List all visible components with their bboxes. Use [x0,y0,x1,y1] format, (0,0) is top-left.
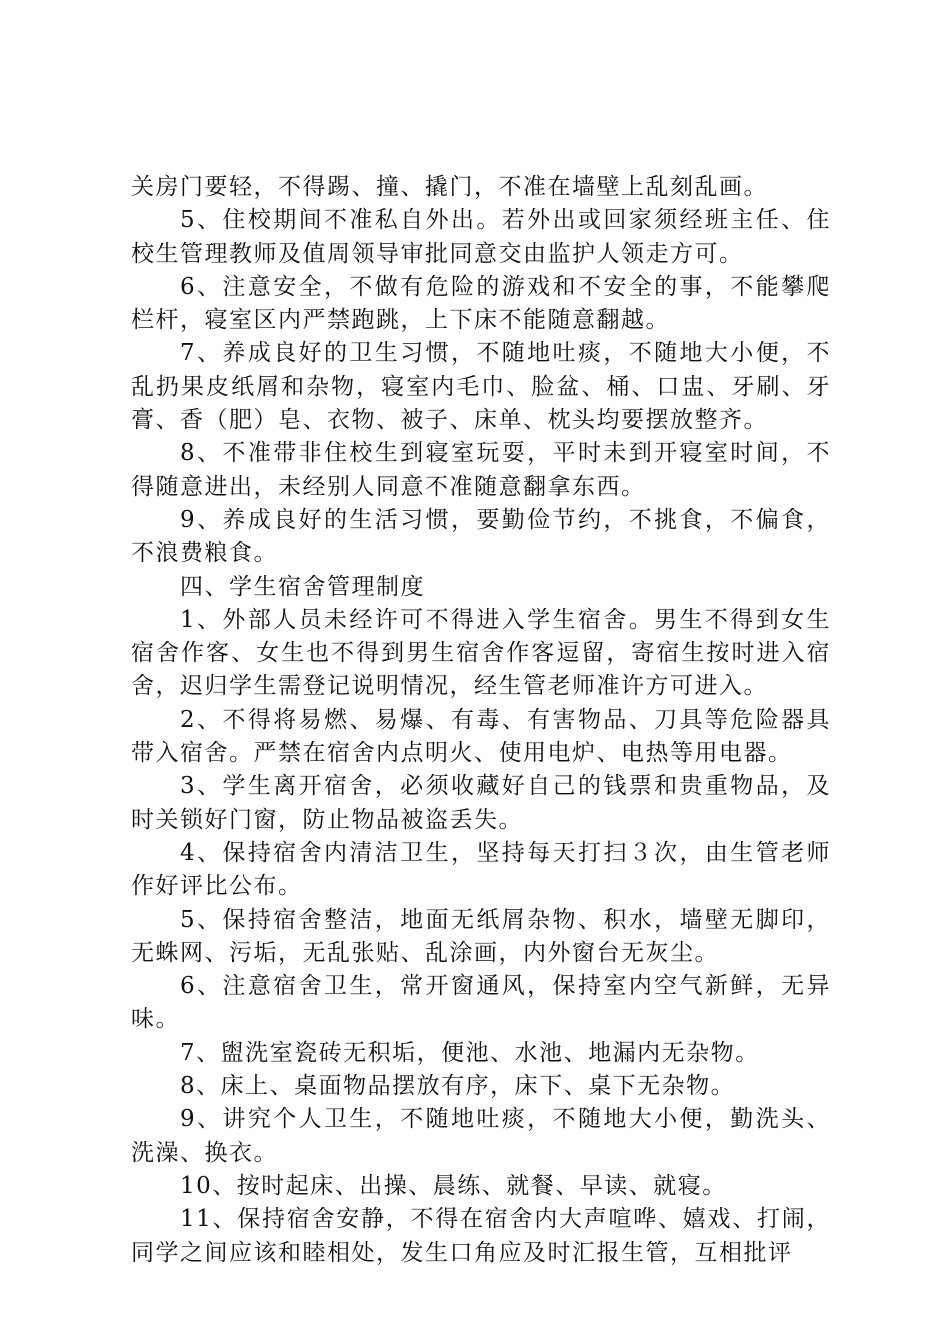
section-heading-dorm-management: 四、学生宿舍管理制度 [180,573,425,600]
paragraph-dorm-rule-3: 3、学生离开宿舍，必须收藏好自己的钱票和贵重物品，及时关锁好门窗，防止物品被盗丢失。 [131,773,831,833]
paragraph-dorm-rule-11: 11、保持宿舍安静，不得在宿舍内大声喧哗、嬉戏、打闹，同学之间应该和睦相处，发生口角应及时汇报生管，互相批评 [131,1206,831,1266]
paragraph-rule-5-no-leaving: 5、住校期间不准私自外出。若外出或回家须经班主任、住校生管理教师及值周领导审批同意交由监护人领走方可。 [131,207,831,267]
paragraph-dorm-rule-8: 8、床上、桌面物品摆放有序，床下、桌下无杂物。 [180,1073,736,1100]
paragraph-rule-9-living-habits: 9、养成良好的生活习惯，要勤俭节约，不挑食，不偏食，不浪费粮食。 [131,506,831,567]
paragraph-dorm-rule-7: 7、盥洗室瓷砖无积垢，便池、水池、地漏内无杂物。 [180,1039,760,1066]
paragraph-rule-8-visitors: 8、不准带非住校生到寝室玩耍，平时未到开寝室时间，不得随意进出，未经别人同意不准随意翻拿东西。 [131,440,831,500]
paragraph-dorm-rule-2: 2、不得将易燃、易爆、有毒、有害物品、刀具等危险器具带入宿舍。严禁在宿舍内点明火、使用电炉、电热等用电器。 [131,706,831,767]
paragraph-dorm-rule-5: 5、保持宿舍整洁，地面无纸屑杂物、积水，墙壁无脚印，无蛛网、污垢，无乱张贴、乱涂画，内外窗台无灰尘。 [131,906,831,966]
paragraph-dorm-rule-4: 4、保持宿舍内清洁卫生，坚持每天打扫３次，由生管老师作好评比公布。 [131,839,831,900]
document-body [131,171,831,1270]
paragraph-dorm-rule-9: 9、讲究个人卫生，不随地吐痰，不随地大小便，勤洗头、洗澡、换衣。 [131,1106,831,1166]
paragraph-dorm-rule-1: 1、外部人员未经许可不得进入学生宿舍。男生不得到女生宿舍作客、女生也不得到男生宿舍作客逗留，寄宿生按时进入宿舍，迟归学生需登记说明情况，经生管老师准许方可进入。 [131,606,831,700]
paragraph-rule-6-safety: 6、注意安全，不做有危险的游戏和不安全的事，不能攀爬栏杆，寝室区内严禁跑跳，上下床不能随意翻越。 [131,273,831,334]
paragraph-dorm-rule-10: 10、按时起床、出操、晨练、就餐、早读、就寝。 [180,1172,727,1199]
paragraph-dorm-rule-6: 6、注意宿舍卫生，常开窗通风，保持室内空气新鲜，无异味。 [131,973,831,1033]
paragraph-rule-7-hygiene: 7、养成良好的卫生习惯，不随地吐痰，不随地大小便，不乱扔果皮纸屑和杂物，寝室内毛巾、脸盆、桶、口盅、牙刷、牙膏、香（肥）皂、衣物、被子、床单、枕头均要摆放整齐。 [131,340,831,434]
paragraph-dorm-door-rule: 关房门要轻，不得踢、撞、撬门，不准在墙壁上乱刻乱画。 [131,174,768,200]
